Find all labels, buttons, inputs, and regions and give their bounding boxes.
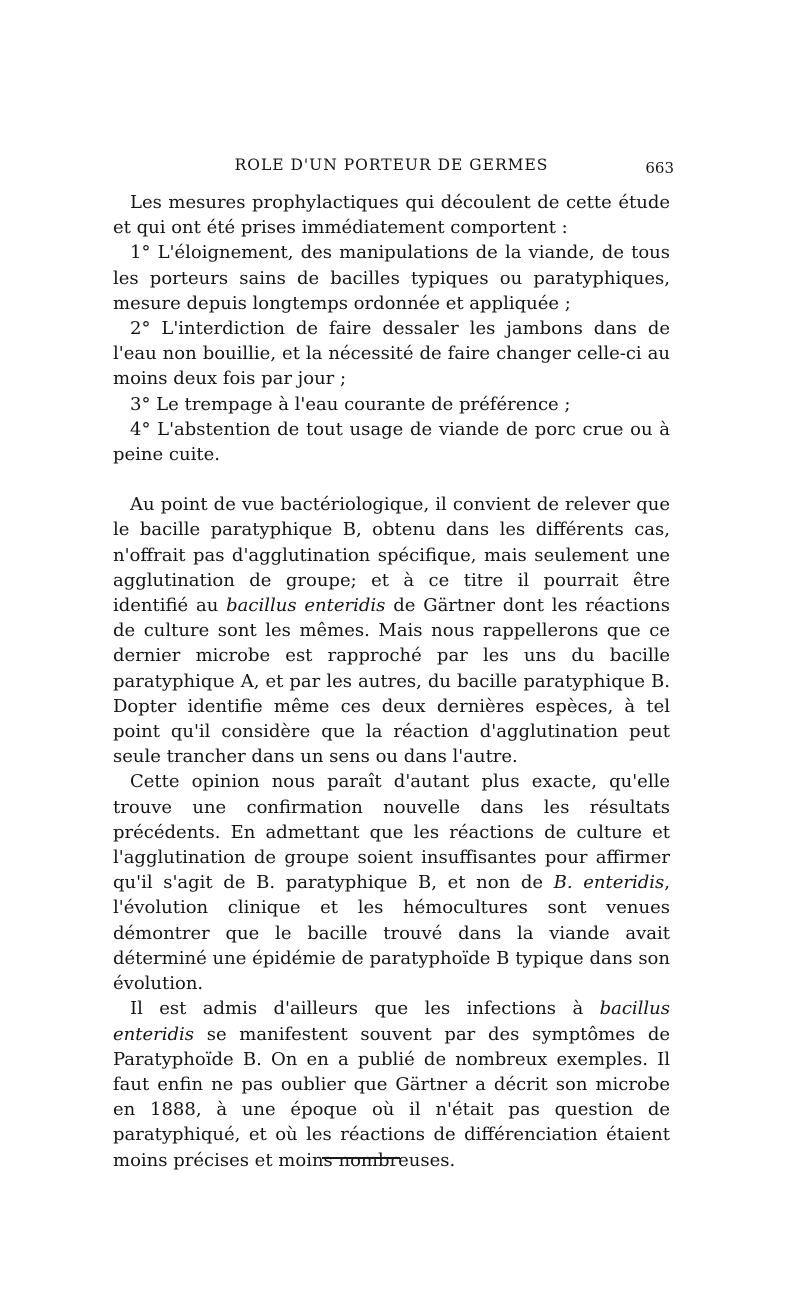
bacteriology-paragraph	[113, 492, 670, 769]
paragraph-spacer	[113, 467, 670, 492]
measure-item-4: 4° L'abstention de tout usage de viande de porc crue ou à peine cuite.	[113, 418, 670, 466]
end-rule	[322, 1157, 400, 1159]
running-title: ROLE D'UN PORTEUR DE GERMES	[234, 156, 549, 174]
page-number: 663	[645, 159, 674, 177]
paragraph-text: Au point de vue bactériologique, il convient de relever que le bacille paratyphique B, obtenu dans les différents cas, n'offrait pas d'agglutination spécifique, mais seulement une agglutination de groupe; et à ce titre il pourrait être identifié au	[113, 494, 670, 617]
species-name: bacillus enteridis	[226, 595, 386, 617]
paragraph-text: de Gärtner dont les réactions de culture sont les mêmes. Mais nous rappellerons que ce dernier microbe est rapproché par les uns du bacille paratyphique A, et par les autres, du bacille paratyphique B. Dopter identifie même ces deux dernières espèces, à tel point qu'il considère que la réaction d'agglutination peut seule trancher dans un sens ou dans l'autre.	[113, 595, 670, 768]
measure-item-3: 3° Le trempage à l'eau courante de préférence ;	[130, 393, 571, 415]
body-text	[113, 190, 670, 1173]
species-name: B. enteridis	[553, 872, 665, 894]
infections-paragraph	[113, 996, 670, 1172]
paragraph-text: , l'évolution clinique et les hémocultures sont venues démontrer que le bacille trouvé dans la viande avait déterminé une épidémie de paratyphoïde B typique dans son évolution.	[113, 872, 670, 995]
intro-paragraph: Les mesures prophylactiques qui découlent de cette étude et qui ont été prises immédiatement comportent :	[113, 192, 670, 239]
measure-item-2: 2° L'interdiction de faire dessaler les jambons dans de l'eau non bouillie, et la nécessité de faire changer celle-ci au moins deux fois par jour ;	[113, 318, 670, 390]
book-page	[113, 152, 674, 1252]
paragraph-text: Il est admis d'ailleurs que les infections à	[130, 998, 600, 1020]
species-name: bacillus enteridis	[113, 998, 670, 1045]
paragraph-text: Cette opinion nous paraît d'autant plus exacte, qu'elle trouve une confirmation nouvelle dans les résultats précédents. En admettant que les réactions de culture et l'agglutination de groupe soient insuffisantes pour affirmer qu'il s'agit de B. paratyphique B, et non de	[113, 771, 670, 894]
running-head	[113, 152, 674, 180]
opinion-paragraph	[113, 769, 670, 996]
paragraph-text: se manifestent souvent par des symptômes de Paratyphoïde B. On en a publié de nombreux exemples. Il faut enfin ne pas oublier que Gärtner a décrit son microbe en 1888, à une époque où il n'était pas question de paratyphiqué, et où les réactions de différenciation étaient moins précises et moins nombreuses.	[113, 1023, 670, 1171]
measure-item-1: 1° L'éloignement, des manipulations de la viande, de tous les porteurs sains de bacilles typiques ou paratyphiques, mesure depuis longtemps ordonnée et appliquée ;	[113, 242, 670, 314]
